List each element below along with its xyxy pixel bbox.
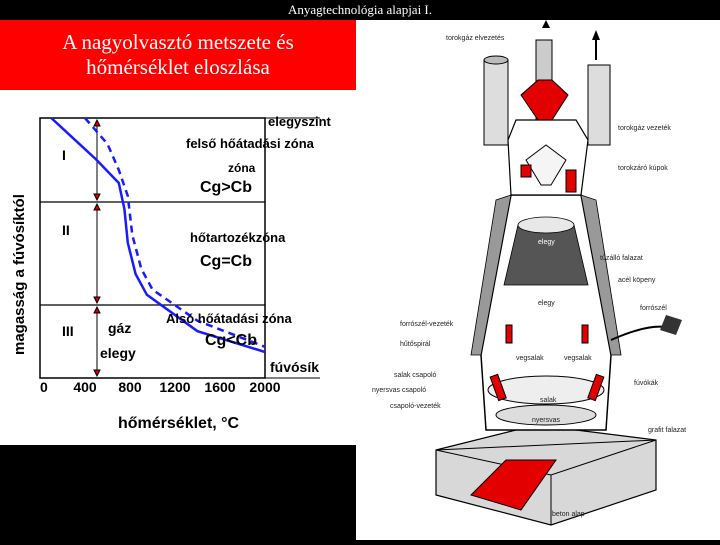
zone-roman-2: II <box>62 222 70 238</box>
lbl-csapolo-vezetek: csapoló-vezeték <box>390 403 441 410</box>
zone-1-relation: Cg>Cb <box>200 179 252 196</box>
furnace-body <box>471 195 621 430</box>
furnace-top <box>484 20 610 195</box>
zone-1-sub: zóna <box>228 161 256 175</box>
zone-2-name: hőtartozékzóna <box>190 230 286 245</box>
lbl-salak-csapolo: salak csapoló <box>394 372 437 379</box>
lbl-torokgaz-vezetek: torokgáz vezeték <box>618 125 671 132</box>
zone-1-name: felső hőátadási zóna <box>186 136 314 151</box>
x-tick-400: 400 <box>73 379 97 395</box>
x-tick-2000: 2000 <box>249 379 281 395</box>
x-tick-800: 800 <box>118 379 142 395</box>
lbl-elegy-2: elegy <box>538 300 555 307</box>
x-tick-1600: 1600 <box>204 379 236 395</box>
lbl-vegsalak-1: vegsalak <box>516 355 544 362</box>
x-tick-0: 0 <box>40 379 48 395</box>
zone-roman-1: I <box>62 147 66 163</box>
zone-3-relation: Cg<Cb <box>205 332 257 349</box>
lbl-grafit-falazat: grafit falazat <box>648 427 687 434</box>
title-line-2: hőmérséklet eloszlása <box>86 55 270 79</box>
x-tick-labels <box>40 379 281 395</box>
title-line-1: A nagyolvasztó metszete és <box>62 30 294 54</box>
lbl-acel-kopeny: acél köpeny <box>618 277 656 284</box>
furnace-diagram-panel <box>356 20 720 540</box>
lbl-salak: salak <box>540 397 557 404</box>
lbl-torokzaro-kupok: torokzáró kúpok <box>618 165 668 172</box>
lbl-vegsalak-2: vegsalak <box>564 355 592 362</box>
y-axis-label: magasság a fúvósíktól <box>11 194 28 355</box>
burden-charge <box>504 225 588 285</box>
temperature-chart <box>0 90 356 445</box>
hot-blast-pipe <box>611 315 682 340</box>
slide-title <box>0 20 356 90</box>
series-label-elegy: elegy <box>100 345 136 361</box>
lbl-nyersvas: nyersvas <box>532 417 561 424</box>
blast-furnace-diagram <box>356 20 720 540</box>
lbl-elegy-1: elegy <box>538 239 555 246</box>
lbl-hutospiral: hűtőspirál <box>400 341 431 348</box>
temperature-chart-panel <box>0 90 356 445</box>
lbl-forroszel-vezetek: forrószél-vezeték <box>400 321 454 328</box>
lbl-nyersvas-csapolo: nyersvas csapoló <box>372 387 427 394</box>
zone-roman-3: III <box>62 323 74 339</box>
x-tick-1200: 1200 <box>159 379 191 395</box>
elegyszint-label: elegyszint <box>268 114 331 129</box>
series-label-gaz: gáz <box>108 320 132 336</box>
lbl-beton-alap: beton alap <box>552 511 585 518</box>
gas-offtake-right <box>588 65 610 145</box>
gas-offtake-left <box>484 60 508 145</box>
fuvosik-label: fúvósík <box>270 359 320 375</box>
lbl-forroszel: forrószél <box>640 305 667 312</box>
presentation-header: Anyagtechnológia alapjai I. <box>287 2 433 17</box>
lbl-fuvokak: fúvókák <box>634 380 659 387</box>
x-axis-label: hőmérséklet, °C <box>118 415 240 432</box>
lbl-tuzallo-falazat: tűzálló falazat <box>600 255 643 262</box>
zone-3-name: Alsó hőátadási zóna <box>166 311 292 326</box>
lbl-torokgaz-elvezetes: torokgáz elvezetés <box>446 35 505 42</box>
foundation <box>436 425 656 525</box>
zone-2-relation: Cg=Cb <box>200 253 252 270</box>
